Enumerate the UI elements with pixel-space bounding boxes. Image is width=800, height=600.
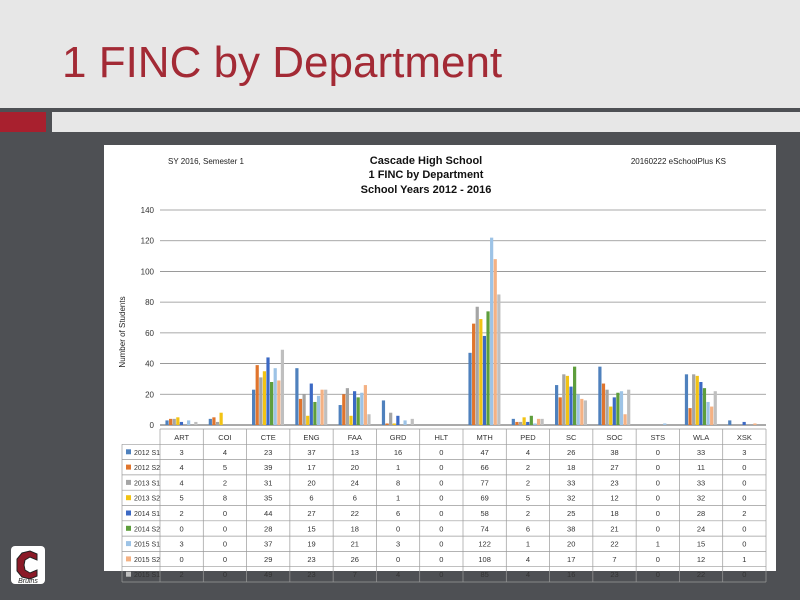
- table-cell: 2: [222, 478, 228, 488]
- bar: [696, 376, 699, 425]
- table-cell: 15: [696, 539, 706, 549]
- y-tick-label: 140: [140, 206, 154, 215]
- bar: [526, 422, 529, 425]
- bar: [541, 419, 544, 425]
- table-cell: 20: [567, 539, 576, 549]
- legend-swatch: [126, 465, 131, 470]
- table-cell: 2: [179, 509, 184, 518]
- bar: [346, 388, 349, 425]
- bar: [180, 422, 183, 425]
- bar: [494, 259, 497, 425]
- table-cell: 27: [610, 463, 619, 473]
- bar: [703, 388, 706, 425]
- table-cell: 1: [525, 539, 531, 549]
- table-cell: 8: [395, 478, 401, 488]
- table-cell: 24: [696, 524, 706, 534]
- x-category-label: HLT: [434, 433, 449, 442]
- chart-figure: [104, 145, 776, 580]
- table-cell: 0: [655, 447, 660, 457]
- table-cell: 0: [439, 554, 444, 564]
- table-cell: 122: [478, 539, 491, 549]
- table-cell: 1: [742, 554, 747, 564]
- legend-series-name: 2015 S2: [134, 556, 161, 564]
- table-cell: 33: [696, 447, 706, 457]
- logo-text: Bruins: [18, 578, 38, 585]
- table-cell: 0: [439, 447, 444, 457]
- x-category-label: SOC: [606, 433, 623, 442]
- bar: [606, 390, 609, 425]
- bar: [515, 422, 518, 425]
- legend-swatch: [126, 449, 131, 454]
- table-cell: 4: [525, 447, 531, 457]
- table-cell: 74: [480, 524, 489, 534]
- bar: [627, 390, 630, 425]
- table-cell: 28: [696, 509, 706, 518]
- y-tick-label: 120: [140, 236, 154, 246]
- table-cell: 32: [567, 493, 576, 503]
- table-cell: 33: [696, 478, 706, 488]
- table-cell: 49: [264, 570, 273, 580]
- table-cell: 8: [222, 493, 228, 503]
- bar: [468, 353, 471, 425]
- table-cell: 37: [264, 539, 273, 549]
- table-cell: 5: [179, 493, 184, 503]
- table-cell: 1: [655, 539, 660, 549]
- x-category-label: ENG: [303, 433, 320, 442]
- accent-bar-red: [0, 112, 46, 132]
- table-cell: 21: [610, 524, 619, 534]
- table-cell: 0: [742, 570, 747, 580]
- bar: [321, 390, 324, 425]
- bar: [194, 422, 197, 425]
- legend-series-name: 2015 S1: [134, 572, 161, 580]
- bar: [490, 238, 493, 425]
- bar: [519, 422, 522, 425]
- table-cell: 4: [222, 447, 228, 457]
- bar: [266, 357, 269, 425]
- table-cell: 22: [350, 509, 359, 518]
- bar: [706, 402, 709, 425]
- x-category-label: WLA: [692, 433, 710, 442]
- bar: [389, 413, 392, 425]
- bar: [263, 371, 266, 425]
- x-category-label: SC: [566, 433, 577, 442]
- bar: [472, 324, 475, 425]
- bar: [486, 311, 489, 425]
- table-cell: 16: [567, 570, 576, 580]
- legend-swatch: [126, 556, 131, 561]
- bar: [169, 419, 172, 425]
- table-cell: 77: [480, 478, 489, 488]
- table-cell: 32: [696, 493, 706, 503]
- legend-series-name: 2014 S2: [134, 526, 161, 534]
- bar: [753, 423, 756, 425]
- x-category-label: ART: [174, 433, 190, 442]
- table-cell: 44: [264, 509, 273, 518]
- table-cell: 3: [179, 447, 184, 457]
- bar: [259, 377, 262, 425]
- table-cell: 2: [525, 509, 531, 518]
- bar: [497, 294, 500, 425]
- bar: [562, 374, 565, 425]
- bar: [616, 393, 619, 425]
- table-cell: 0: [439, 493, 444, 503]
- table-cell: 33: [567, 478, 576, 488]
- x-category-label: PED: [520, 433, 536, 442]
- legend-series-name: 2013 S2: [134, 495, 161, 503]
- table-cell: 23: [307, 570, 316, 580]
- bar: [483, 336, 486, 425]
- bar: [566, 376, 569, 425]
- table-cell: 17: [567, 554, 576, 564]
- table-cell: 0: [179, 524, 184, 534]
- table-cell: 6: [352, 493, 357, 503]
- table-cell: 0: [655, 570, 660, 580]
- table-cell: 1: [395, 493, 401, 503]
- chart-svg: [104, 145, 776, 580]
- table-cell: 0: [655, 493, 660, 503]
- bar: [313, 402, 316, 425]
- x-category-label: COI: [218, 433, 232, 442]
- bar: [310, 384, 313, 425]
- table-cell: 17: [307, 463, 316, 473]
- y-tick-label: 20: [145, 390, 154, 400]
- table-cell: 0: [395, 524, 401, 534]
- legend-swatch: [126, 511, 131, 516]
- table-cell: 0: [742, 524, 747, 534]
- bar: [353, 391, 356, 425]
- bar: [613, 397, 616, 425]
- legend-swatch: [126, 541, 131, 546]
- table-cell: 16: [393, 447, 403, 457]
- table-cell: 0: [439, 509, 444, 518]
- bar: [176, 417, 179, 425]
- table-cell: 0: [742, 463, 747, 473]
- bar: [256, 365, 259, 425]
- table-cell: 0: [742, 478, 747, 488]
- legend-swatch: [126, 480, 131, 485]
- table-cell: 0: [179, 554, 184, 564]
- table-cell: 0: [742, 493, 747, 503]
- table-cell: 26: [567, 447, 576, 457]
- bar: [187, 420, 190, 425]
- bar: [569, 387, 572, 425]
- table-cell: 3: [742, 447, 747, 457]
- bar: [385, 423, 388, 425]
- chart-title-line-1: Cascade High School: [369, 155, 483, 167]
- table-cell: 37: [307, 447, 316, 457]
- table-cell: 108: [478, 554, 491, 564]
- table-cell: 3: [395, 539, 401, 549]
- bar: [360, 393, 363, 425]
- table-cell: 25: [567, 509, 576, 518]
- table-cell: 38: [567, 524, 576, 534]
- bar: [212, 417, 215, 425]
- x-category-label: FAA: [347, 433, 362, 442]
- table-cell: 20: [307, 478, 316, 488]
- table-cell: 11: [697, 463, 705, 473]
- table-cell: 6: [395, 509, 401, 518]
- table-cell: 0: [222, 524, 228, 534]
- chart-title-line-2: 1 FINC by Department: [368, 169, 484, 181]
- bar: [573, 367, 576, 425]
- table-cell: 0: [439, 570, 444, 580]
- table-cell: 85: [480, 570, 489, 580]
- bar: [393, 423, 396, 425]
- table-cell: 38: [610, 447, 619, 457]
- table-cell: 31: [264, 478, 273, 488]
- data-table: [122, 429, 766, 582]
- bar: [710, 407, 713, 425]
- bar: [728, 420, 731, 425]
- table-cell: 6: [309, 493, 314, 503]
- bar: [714, 391, 717, 425]
- bar: [620, 391, 623, 425]
- table-cell: 18: [610, 509, 619, 518]
- table-cell: 0: [222, 554, 228, 564]
- bar: [533, 423, 536, 425]
- y-tick-label: 60: [145, 328, 154, 338]
- table-cell: 0: [222, 570, 228, 580]
- bar: [699, 382, 702, 425]
- bar: [688, 408, 691, 425]
- legend-series-name: 2012 S2: [134, 465, 161, 473]
- bar: [295, 368, 298, 425]
- bar: [299, 399, 302, 425]
- table-cell: 15: [307, 524, 316, 534]
- x-category-label: GRD: [389, 433, 407, 442]
- bar: [476, 307, 479, 425]
- table-cell: 22: [610, 539, 619, 549]
- table-cell: 2: [525, 478, 531, 488]
- table-cell: 20: [350, 463, 359, 473]
- table-cell: 23: [610, 478, 619, 488]
- table-cell: 0: [395, 554, 401, 564]
- table-cell: 0: [222, 539, 228, 549]
- table-cell: 2: [742, 509, 747, 518]
- bar: [577, 394, 580, 425]
- bar: [396, 416, 399, 425]
- bar: [692, 374, 695, 425]
- table-cell: 0: [742, 539, 747, 549]
- table-cell: 2: [525, 463, 531, 473]
- table-cell: 7: [612, 554, 617, 564]
- school-c-logo-icon: [10, 545, 46, 585]
- table-cell: 23: [610, 570, 619, 580]
- slide-title: 1 FINC by Department: [62, 38, 503, 87]
- y-tick-label: 0: [149, 421, 154, 430]
- table-cell: 0: [655, 509, 660, 518]
- bar: [364, 385, 367, 425]
- bar: [663, 423, 666, 425]
- bar: [342, 394, 345, 425]
- table-cell: 0: [439, 463, 444, 473]
- bar: [624, 414, 627, 425]
- bar: [411, 419, 414, 425]
- table-cell: 2: [179, 570, 184, 580]
- bar: [743, 422, 746, 425]
- table-cell: 12: [696, 554, 706, 564]
- accent-bar-gray: [52, 112, 800, 132]
- bar: [598, 367, 601, 425]
- table-cell: 24: [350, 478, 359, 488]
- x-category-label: CTE: [260, 433, 276, 442]
- y-tick-label: 80: [145, 298, 154, 308]
- legend-swatch: [126, 572, 131, 577]
- table-cell: 23: [264, 447, 273, 457]
- bar: [303, 394, 306, 425]
- x-category-label: XSK: [736, 433, 752, 442]
- table-cell: 5: [222, 463, 228, 473]
- table-cell: 4: [395, 570, 401, 580]
- table-cell: 66: [480, 463, 489, 473]
- table-cell: 27: [307, 509, 316, 518]
- legend-series-name: 2012 S1: [134, 449, 161, 457]
- table-cell: 47: [480, 447, 489, 457]
- legend-swatch: [126, 526, 131, 531]
- bar: [220, 413, 223, 425]
- bar: [403, 420, 406, 425]
- table-cell: 18: [567, 463, 576, 473]
- table-cell: 0: [439, 539, 444, 549]
- x-category-label: MTH: [476, 433, 493, 442]
- table-cell: 21: [350, 539, 359, 549]
- bar: [277, 380, 280, 425]
- bar: [523, 417, 526, 425]
- table-cell: 28: [264, 524, 273, 534]
- table-cell: 4: [179, 478, 184, 488]
- table-cell: 0: [655, 463, 660, 473]
- bar: [685, 374, 688, 425]
- table-cell: 23: [307, 554, 316, 564]
- bar: [580, 399, 583, 425]
- bar: [339, 405, 342, 425]
- table-cell: 1: [395, 463, 401, 473]
- table-cell: 29: [264, 554, 273, 564]
- table-cell: 18: [350, 524, 359, 534]
- table-cell: 4: [525, 570, 531, 580]
- legend-series-name: 2015 S1: [134, 541, 161, 549]
- table-cell: 26: [350, 554, 359, 564]
- table-cell: 4: [179, 463, 184, 473]
- legend-series-name: 2014 S1: [134, 511, 161, 518]
- table-cell: 6: [525, 524, 531, 534]
- legend-swatch: [126, 495, 131, 500]
- bar: [317, 396, 320, 425]
- chart-header-right: 20160222 eSchoolPlus KS: [630, 157, 726, 166]
- table-cell: 0: [222, 509, 228, 518]
- table-cell: 4: [525, 554, 531, 564]
- bar: [584, 400, 587, 425]
- legend-series-name: 2013 S1: [134, 480, 161, 488]
- bar: [537, 419, 540, 425]
- table-cell: 0: [655, 478, 660, 488]
- table-cell: 5: [525, 493, 531, 503]
- bar: [209, 419, 212, 425]
- plot-area: [141, 206, 766, 430]
- table-cell: 0: [439, 524, 444, 534]
- table-cell: 0: [655, 554, 660, 564]
- table-cell: 35: [264, 493, 273, 503]
- bar: [559, 397, 562, 425]
- y-tick-label: 100: [140, 267, 154, 277]
- table-cell: 69: [480, 493, 489, 503]
- bar: [306, 416, 309, 425]
- bar: [252, 390, 255, 425]
- table-cell: 19: [307, 539, 316, 549]
- table-cell: 0: [655, 524, 660, 534]
- table-cell: 13: [350, 447, 359, 457]
- bar: [216, 422, 219, 425]
- bar: [165, 420, 168, 425]
- bar: [274, 368, 277, 425]
- table-cell: 58: [480, 509, 489, 518]
- y-axis-label: Number of Students: [118, 296, 127, 368]
- table-cell: 7: [352, 570, 357, 580]
- table-cell: 22: [696, 570, 706, 580]
- bar: [382, 400, 385, 425]
- bar: [479, 319, 482, 425]
- bar: [530, 416, 533, 425]
- bar: [270, 382, 273, 425]
- table-cell: 39: [264, 463, 273, 473]
- bar: [609, 407, 612, 425]
- bar: [367, 414, 370, 425]
- bar: [349, 416, 352, 425]
- bar: [324, 390, 327, 425]
- bar: [512, 419, 515, 425]
- bar: [281, 350, 284, 425]
- table-cell: 12: [610, 493, 619, 503]
- bar: [555, 385, 558, 425]
- chart-title-line-3: School Years 2012 - 2016: [360, 184, 492, 196]
- bar: [357, 397, 360, 425]
- y-tick-label: 40: [145, 359, 154, 369]
- bar: [602, 384, 605, 425]
- bar: [173, 419, 176, 425]
- table-cell: 0: [439, 478, 444, 488]
- x-category-label: STS: [650, 433, 666, 442]
- chart-header-left: SY 2016, Semester 1: [168, 157, 244, 166]
- table-cell: 3: [179, 539, 184, 549]
